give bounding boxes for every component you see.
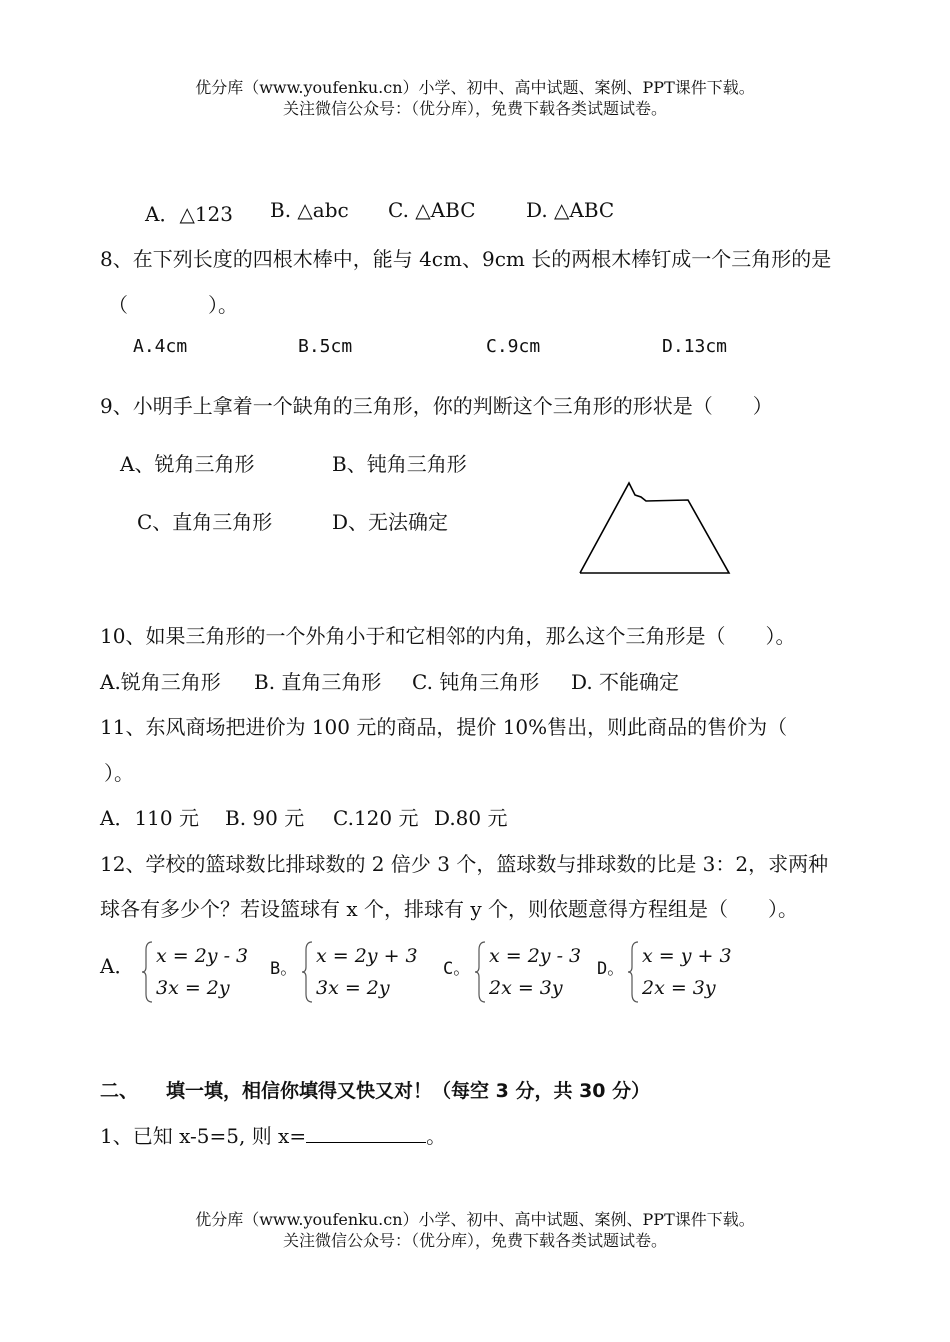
brace-icon <box>475 940 487 1004</box>
fill-question-1 <box>100 1120 446 1149</box>
q11-option-b: B. 90 元 <box>225 806 305 830</box>
q9-option-c: C、直角三角形 <box>137 510 273 534</box>
q12-option-b-eq-1: x = 2y + 3 <box>316 945 418 967</box>
q11-question-line-2: ）。 <box>104 761 134 785</box>
q9-option-a: A、锐角三角形 <box>120 452 255 476</box>
q12-option-a-eq-2: 3x = 2y <box>156 977 230 999</box>
broken-triangle-figure <box>570 475 740 585</box>
footer-line-1: 优分库（www.youfenku.cn）小学、初中、高中试题、案例、PPT课件下载。 <box>195 1210 755 1229</box>
q9-option-b: B、钝角三角形 <box>332 452 467 476</box>
q7-option-a: A．△123 <box>145 202 233 226</box>
q9-question: 9、小明手上拿着一个缺角的三角形，你的判断这个三角形的形状是（ ） <box>100 394 773 418</box>
q12-option-d-eq-2: 2x = 3y <box>642 977 716 999</box>
q11-option-c: C.120 元 <box>333 806 419 830</box>
q12-option-a-eq-1: x = 2y - 3 <box>156 945 249 967</box>
q8-question-line-1: 8、在下列长度的四根木棒中，能与 4cm、9cm 长的两根木棒钉成一个三角形的是 <box>100 247 832 271</box>
q12-option-c-system <box>475 940 585 1006</box>
q8-option-b: B.5cm <box>298 336 353 357</box>
q10-option-b: B. 直角三角形 <box>254 670 382 694</box>
q10-option-c: C. 钝角三角形 <box>412 670 540 694</box>
q8-option-c: C.9cm <box>486 336 541 357</box>
q11-option-d: D.80 元 <box>434 806 508 830</box>
answer-blank[interactable] <box>306 1124 426 1143</box>
q12-option-c-letter: C。 <box>443 959 471 979</box>
q10-option-a: A.锐角三角形 <box>100 670 221 694</box>
q8-question-line-2: （ ）。 <box>108 293 238 317</box>
footer-line-2: 关注微信公众号：（优分库），免费下载各类试题试卷。 <box>282 1231 667 1250</box>
q12-question-line-1: 12、学校的篮球数比排球数的 2 倍少 3 个，篮球数与排球数的比是 3：2，求两种 <box>100 852 829 876</box>
brace-icon <box>628 940 640 1004</box>
header-line-1: 优分库（www.youfenku.cn）小学、初中、高中试题、案例、PPT课件下载。 <box>195 78 755 97</box>
q7-option-c: C. △ABC <box>388 198 476 222</box>
q12-option-a-letter: A． <box>100 954 135 978</box>
brace-icon <box>302 940 314 1004</box>
q12-option-b-letter: B。 <box>270 959 298 979</box>
q12-option-a-system <box>142 940 252 1006</box>
q10-option-d: D. 不能确定 <box>571 670 680 694</box>
q9-option-d: D、无法确定 <box>332 510 449 534</box>
section-2-title: 填一填，相信你填得又快又对！（每空 3 分，共 30 分） <box>166 1080 651 1102</box>
q7-option-d: D. △ABC <box>526 198 615 222</box>
q8-option-d: D.13cm <box>662 336 728 357</box>
q10-question: 10、如果三角形的一个外角小于和它相邻的内角，那么这个三角形是（ ）。 <box>100 624 796 648</box>
brace-icon <box>142 940 154 1004</box>
fill-question-1-suffix: 。 <box>426 1124 447 1148</box>
q12-option-d-system <box>628 940 738 1006</box>
header-line-2: 关注微信公众号：（优分库），免费下载各类试题试卷。 <box>282 99 667 118</box>
q12-option-b-system <box>302 940 418 1006</box>
q12-option-b-eq-2: 3x = 2y <box>316 977 390 999</box>
q8-option-a: A.4cm <box>133 336 188 357</box>
q11-option-a: A．110 元 <box>100 806 199 830</box>
q12-option-c-eq-1: x = 2y - 3 <box>489 945 582 967</box>
q11-question-line-1: 11、东风商场把进价为 100 元的商品，提价 10%售出，则此商品的售价为（ <box>100 715 788 739</box>
q12-option-c-eq-2: 2x = 3y <box>489 977 563 999</box>
q12-option-d-eq-1: x = y + 3 <box>642 945 732 967</box>
fill-question-1-prefix: 1、已知 x-5=5, 则 x= <box>100 1124 307 1148</box>
section-2-number: 二、 <box>100 1080 139 1102</box>
q7-option-b: B. △abc <box>270 198 349 222</box>
q12-question-line-2: 球各有多少个？若设篮球有 x 个，排球有 y 个，则依题意得方程组是（ ）。 <box>100 897 799 921</box>
q12-option-d-letter: D。 <box>597 959 625 979</box>
